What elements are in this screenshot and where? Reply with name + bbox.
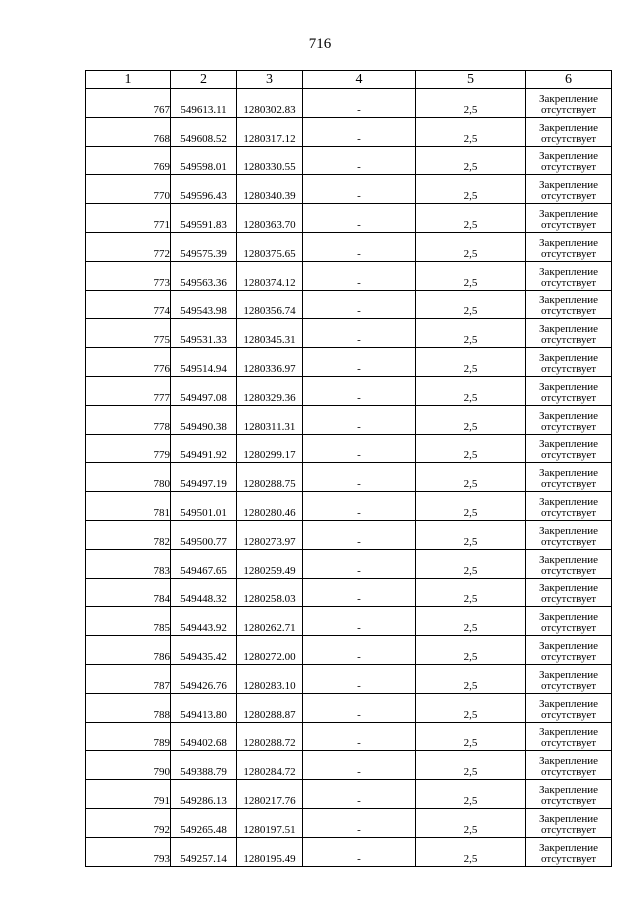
fixing-note-line1: Закрепление	[538, 495, 599, 508]
column-4-cell: -	[303, 463, 416, 492]
y-coordinate-cell: 1280330.55	[237, 146, 303, 175]
x-coordinate-cell: 549286.13	[171, 780, 237, 809]
table-row	[86, 175, 612, 204]
x-coordinate-cell: 549613.11	[171, 89, 237, 118]
fixing-note-line1: Закрепление	[538, 179, 599, 192]
column-5-cell: 2,5	[416, 693, 526, 722]
fixing-note-line2: отсутствует	[540, 794, 597, 807]
table-row	[86, 751, 612, 780]
table-row	[86, 607, 612, 636]
column-4-cell: -	[303, 89, 416, 118]
fixing-note-line2: отсутствует	[540, 103, 597, 116]
point-number-cell: 777	[86, 376, 171, 405]
x-coordinate-cell: 549596.43	[171, 175, 237, 204]
table-row	[86, 232, 612, 261]
x-coordinate-cell: 549467.65	[171, 549, 237, 578]
point-number-cell: 785	[86, 607, 171, 636]
column-5-cell: 2,5	[416, 232, 526, 261]
x-coordinate-cell: 549490.38	[171, 405, 237, 434]
fixing-note-line2: отсутствует	[540, 276, 597, 289]
fixing-note-cell	[526, 348, 612, 377]
point-number-cell: 767	[86, 89, 171, 118]
y-coordinate-cell: 1280375.65	[237, 232, 303, 261]
point-number-cell: 774	[86, 290, 171, 319]
fixing-note-line2: отсутствует	[540, 535, 597, 548]
x-coordinate-cell: 549257.14	[171, 837, 237, 866]
table-row	[86, 405, 612, 434]
table-row	[86, 578, 612, 607]
fixing-note-line1: Закрепление	[538, 611, 599, 624]
y-coordinate-cell: 1280197.51	[237, 808, 303, 837]
fixing-note-cell	[526, 117, 612, 146]
fixing-note-line1: Закрепление	[538, 150, 599, 163]
column-5-cell: 2,5	[416, 780, 526, 809]
x-coordinate-cell: 549543.98	[171, 290, 237, 319]
column-5-cell: 2,5	[416, 722, 526, 751]
column-4-cell: -	[303, 837, 416, 866]
column-4-cell: -	[303, 434, 416, 463]
column-5-cell: 2,5	[416, 549, 526, 578]
column-header: 5	[416, 71, 526, 89]
fixing-note-line1: Закрепление	[538, 467, 599, 480]
point-number-cell: 786	[86, 636, 171, 665]
fixing-note-line2: отсутствует	[540, 132, 597, 145]
table-row	[86, 348, 612, 377]
x-coordinate-cell: 549497.08	[171, 376, 237, 405]
table-row	[86, 319, 612, 348]
column-5-cell: 2,5	[416, 607, 526, 636]
point-number-cell: 792	[86, 808, 171, 837]
column-5-cell: 2,5	[416, 434, 526, 463]
table-row	[86, 664, 612, 693]
point-number-cell: 787	[86, 664, 171, 693]
y-coordinate-cell: 1280259.49	[237, 549, 303, 578]
column-5-cell: 2,5	[416, 492, 526, 521]
fixing-note-cell	[526, 578, 612, 607]
table-row	[86, 549, 612, 578]
fixing-note-line1: Закрепление	[538, 438, 599, 451]
table-row	[86, 463, 612, 492]
fixing-note-line2: отсутствует	[540, 852, 597, 865]
column-4-cell: -	[303, 549, 416, 578]
fixing-note-cell	[526, 232, 612, 261]
column-4-cell: -	[303, 722, 416, 751]
y-coordinate-cell: 1280374.12	[237, 261, 303, 290]
column-4-cell: -	[303, 520, 416, 549]
fixing-note-line1: Закрепление	[538, 668, 599, 681]
fixing-note-line1: Закрепление	[538, 409, 599, 422]
point-number-cell: 791	[86, 780, 171, 809]
fixing-note-cell	[526, 204, 612, 233]
fixing-note-line2: отсутствует	[540, 218, 597, 231]
column-4-cell: -	[303, 405, 416, 434]
column-header: 3	[237, 71, 303, 89]
y-coordinate-cell: 1280262.71	[237, 607, 303, 636]
fixing-note-line2: отсутствует	[540, 506, 597, 519]
column-5-cell: 2,5	[416, 520, 526, 549]
column-5-cell: 2,5	[416, 664, 526, 693]
column-4-cell: -	[303, 117, 416, 146]
fixing-note-line2: отсутствует	[540, 737, 597, 750]
fixing-note-line2: отсутствует	[540, 449, 597, 462]
fixing-note-cell	[526, 405, 612, 434]
column-4-cell: -	[303, 204, 416, 233]
column-5-cell: 2,5	[416, 405, 526, 434]
column-5-cell: 2,5	[416, 751, 526, 780]
fixing-note-line2: отсутствует	[540, 362, 597, 375]
table-row	[86, 837, 612, 866]
fixing-note-line2: отсутствует	[540, 823, 597, 836]
table-body	[86, 89, 612, 867]
point-number-cell: 780	[86, 463, 171, 492]
fixing-note-cell	[526, 434, 612, 463]
y-coordinate-cell: 1280288.75	[237, 463, 303, 492]
y-coordinate-cell: 1280329.36	[237, 376, 303, 405]
fixing-note-cell	[526, 376, 612, 405]
y-coordinate-cell: 1280280.46	[237, 492, 303, 521]
x-coordinate-cell: 549501.01	[171, 492, 237, 521]
fixing-note-line2: отсутствует	[540, 564, 597, 577]
coordinates-table	[85, 70, 612, 867]
fixing-note-line1: Закрепление	[538, 812, 599, 825]
x-coordinate-cell: 549531.33	[171, 319, 237, 348]
fixing-note-line1: Закрепление	[538, 323, 599, 336]
x-coordinate-cell: 549591.83	[171, 204, 237, 233]
column-4-cell: -	[303, 578, 416, 607]
fixing-note-cell	[526, 89, 612, 118]
fixing-note-line1: Закрепление	[538, 121, 599, 134]
fixing-note-line1: Закрепление	[538, 524, 599, 537]
table-row	[86, 261, 612, 290]
column-5-cell: 2,5	[416, 636, 526, 665]
column-4-cell: -	[303, 261, 416, 290]
point-number-cell: 770	[86, 175, 171, 204]
table-row	[86, 808, 612, 837]
y-coordinate-cell: 1280299.17	[237, 434, 303, 463]
point-number-cell: 788	[86, 693, 171, 722]
y-coordinate-cell: 1280340.39	[237, 175, 303, 204]
fixing-note-line1: Закрепление	[538, 553, 599, 566]
fixing-note-line1: Закрепление	[538, 265, 599, 278]
y-coordinate-cell: 1280283.10	[237, 664, 303, 693]
point-number-cell: 793	[86, 837, 171, 866]
x-coordinate-cell: 549608.52	[171, 117, 237, 146]
fixing-note-cell	[526, 636, 612, 665]
column-4-cell: -	[303, 607, 416, 636]
y-coordinate-cell: 1280288.72	[237, 722, 303, 751]
column-5-cell: 2,5	[416, 578, 526, 607]
fixing-note-cell	[526, 808, 612, 837]
table-row	[86, 520, 612, 549]
y-coordinate-cell: 1280302.83	[237, 89, 303, 118]
y-coordinate-cell: 1280311.31	[237, 405, 303, 434]
fixing-note-line1: Закрепление	[538, 380, 599, 393]
column-header: 1	[86, 71, 171, 89]
fixing-note-line1: Закрепление	[538, 236, 599, 249]
fixing-note-cell	[526, 261, 612, 290]
column-4-cell: -	[303, 232, 416, 261]
table-row	[86, 722, 612, 751]
column-4-cell: -	[303, 290, 416, 319]
point-number-cell: 769	[86, 146, 171, 175]
x-coordinate-cell: 549265.48	[171, 808, 237, 837]
fixing-note-line1: Закрепление	[538, 92, 599, 105]
fixing-note-line2: отсутствует	[540, 650, 597, 663]
fixing-note-line2: отсутствует	[540, 478, 597, 491]
point-number-cell: 775	[86, 319, 171, 348]
fixing-note-cell	[526, 319, 612, 348]
x-coordinate-cell: 549500.77	[171, 520, 237, 549]
point-number-cell: 782	[86, 520, 171, 549]
x-coordinate-cell: 549443.92	[171, 607, 237, 636]
column-5-cell: 2,5	[416, 376, 526, 405]
fixing-note-line2: отсутствует	[540, 708, 597, 721]
column-4-cell: -	[303, 636, 416, 665]
point-number-cell: 779	[86, 434, 171, 463]
table-row	[86, 376, 612, 405]
column-4-cell: -	[303, 751, 416, 780]
point-number-cell: 783	[86, 549, 171, 578]
y-coordinate-cell: 1280284.72	[237, 751, 303, 780]
column-5-cell: 2,5	[416, 204, 526, 233]
point-number-cell: 771	[86, 204, 171, 233]
column-5-cell: 2,5	[416, 463, 526, 492]
fixing-note-cell	[526, 492, 612, 521]
y-coordinate-cell: 1280272.00	[237, 636, 303, 665]
table-row	[86, 492, 612, 521]
point-number-cell: 790	[86, 751, 171, 780]
point-number-cell: 773	[86, 261, 171, 290]
fixing-note-cell	[526, 837, 612, 866]
fixing-note-line2: отсутствует	[540, 334, 597, 347]
column-4-cell: -	[303, 664, 416, 693]
fixing-note-cell	[526, 751, 612, 780]
fixing-note-line2: отсутствует	[540, 766, 597, 779]
column-5-cell: 2,5	[416, 319, 526, 348]
column-4-cell: -	[303, 348, 416, 377]
fixing-note-cell	[526, 146, 612, 175]
column-header: 6	[526, 71, 612, 89]
x-coordinate-cell: 549402.68	[171, 722, 237, 751]
fixing-note-cell	[526, 290, 612, 319]
table-row	[86, 693, 612, 722]
column-header: 2	[171, 71, 237, 89]
column-5-cell: 2,5	[416, 117, 526, 146]
y-coordinate-cell: 1280336.97	[237, 348, 303, 377]
y-coordinate-cell: 1280363.70	[237, 204, 303, 233]
fixing-note-line2: отсутствует	[540, 622, 597, 635]
column-header: 4	[303, 71, 416, 89]
point-number-cell: 776	[86, 348, 171, 377]
table-row	[86, 780, 612, 809]
fixing-note-cell	[526, 664, 612, 693]
fixing-note-cell	[526, 175, 612, 204]
fixing-note-line1: Закрепление	[538, 582, 599, 595]
x-coordinate-cell: 549491.92	[171, 434, 237, 463]
point-number-cell: 768	[86, 117, 171, 146]
x-coordinate-cell: 549497.19	[171, 463, 237, 492]
fixing-note-line1: Закрепление	[538, 783, 599, 796]
y-coordinate-cell: 1280356.74	[237, 290, 303, 319]
x-coordinate-cell: 549575.39	[171, 232, 237, 261]
fixing-note-line1: Закрепление	[538, 639, 599, 652]
y-coordinate-cell: 1280317.12	[237, 117, 303, 146]
column-5-cell: 2,5	[416, 348, 526, 377]
column-4-cell: -	[303, 146, 416, 175]
y-coordinate-cell: 1280288.87	[237, 693, 303, 722]
column-4-cell: -	[303, 693, 416, 722]
fixing-note-cell	[526, 693, 612, 722]
fixing-note-line2: отсутствует	[540, 391, 597, 404]
fixing-note-line2: отсутствует	[540, 420, 597, 433]
table-header-row	[86, 71, 612, 89]
column-4-cell: -	[303, 319, 416, 348]
point-number-cell: 789	[86, 722, 171, 751]
y-coordinate-cell: 1280258.03	[237, 578, 303, 607]
x-coordinate-cell: 549448.32	[171, 578, 237, 607]
column-5-cell: 2,5	[416, 261, 526, 290]
fixing-note-line2: отсутствует	[540, 161, 597, 174]
y-coordinate-cell: 1280345.31	[237, 319, 303, 348]
fixing-note-line2: отсутствует	[540, 679, 597, 692]
table-row	[86, 434, 612, 463]
x-coordinate-cell: 549514.94	[171, 348, 237, 377]
point-number-cell: 784	[86, 578, 171, 607]
fixing-note-line1: Закрепление	[538, 351, 599, 364]
column-4-cell: -	[303, 808, 416, 837]
page-number: 716	[308, 36, 332, 52]
y-coordinate-cell: 1280195.49	[237, 837, 303, 866]
fixing-note-line2: отсутствует	[540, 247, 597, 260]
table-row	[86, 117, 612, 146]
table-row	[86, 146, 612, 175]
fixing-note-cell	[526, 549, 612, 578]
fixing-note-line1: Закрепление	[538, 841, 599, 854]
fixing-note-line1: Закрепление	[538, 697, 599, 710]
x-coordinate-cell: 549426.76	[171, 664, 237, 693]
table-row	[86, 204, 612, 233]
fixing-note-cell	[526, 520, 612, 549]
x-coordinate-cell: 549435.42	[171, 636, 237, 665]
fixing-note-line1: Закрепление	[538, 755, 599, 768]
column-5-cell: 2,5	[416, 146, 526, 175]
fixing-note-cell	[526, 722, 612, 751]
fixing-note-line2: отсутствует	[540, 593, 597, 606]
fixing-note-line1: Закрепление	[538, 207, 599, 220]
column-5-cell: 2,5	[416, 290, 526, 319]
table-row	[86, 636, 612, 665]
x-coordinate-cell: 549563.36	[171, 261, 237, 290]
column-4-cell: -	[303, 175, 416, 204]
fixing-note-cell	[526, 463, 612, 492]
column-4-cell: -	[303, 780, 416, 809]
column-4-cell: -	[303, 492, 416, 521]
fixing-note-line1: Закрепление	[538, 726, 599, 739]
fixing-note-cell	[526, 780, 612, 809]
point-number-cell: 778	[86, 405, 171, 434]
table-row	[86, 290, 612, 319]
column-4-cell: -	[303, 376, 416, 405]
point-number-cell: 781	[86, 492, 171, 521]
fixing-note-line1: Закрепление	[538, 294, 599, 307]
x-coordinate-cell: 549388.79	[171, 751, 237, 780]
table-row	[86, 89, 612, 118]
fixing-note-line2: отсутствует	[540, 305, 597, 318]
fixing-note-cell	[526, 607, 612, 636]
column-5-cell: 2,5	[416, 808, 526, 837]
y-coordinate-cell: 1280217.76	[237, 780, 303, 809]
column-5-cell: 2,5	[416, 89, 526, 118]
point-number-cell: 772	[86, 232, 171, 261]
column-5-cell: 2,5	[416, 837, 526, 866]
fixing-note-line2: отсутствует	[540, 190, 597, 203]
x-coordinate-cell: 549598.01	[171, 146, 237, 175]
y-coordinate-cell: 1280273.97	[237, 520, 303, 549]
column-5-cell: 2,5	[416, 175, 526, 204]
x-coordinate-cell: 549413.80	[171, 693, 237, 722]
